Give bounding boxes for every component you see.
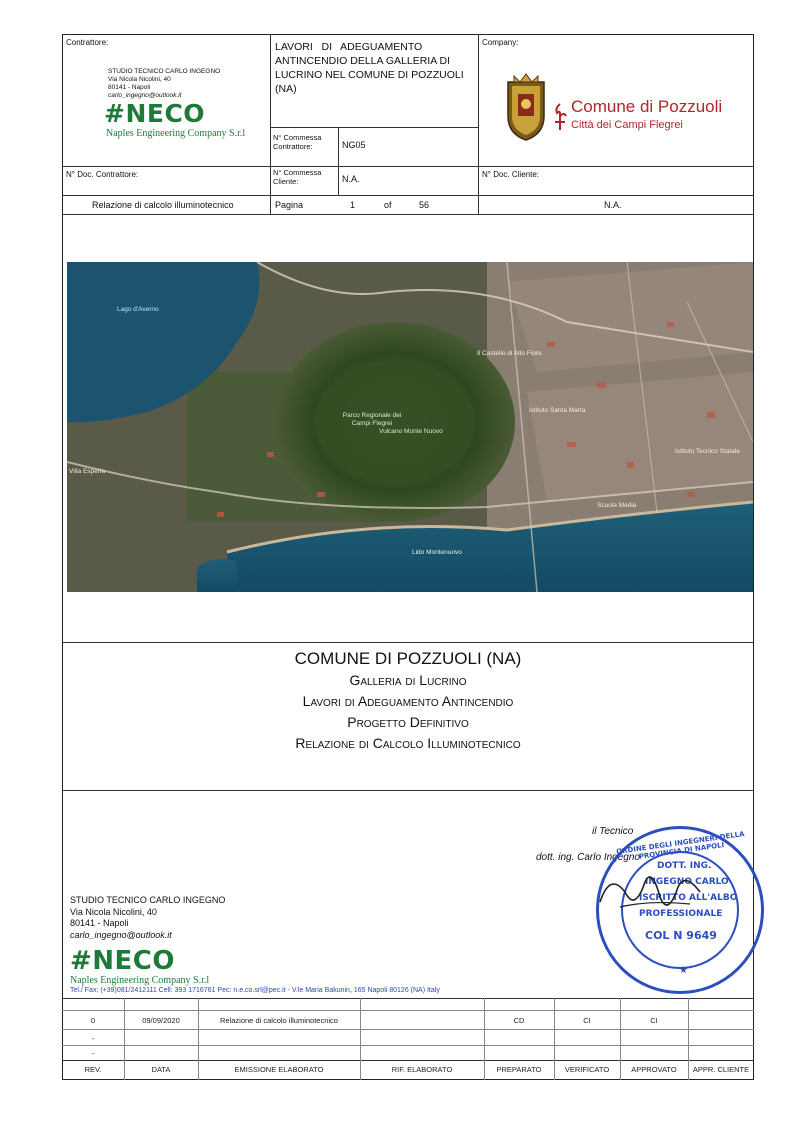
header-divider [62,214,754,215]
signature-name: dott. ing. Carlo Ingegno [536,852,640,863]
title-works: Lavori di Adeguamento Antincendio [302,693,514,709]
revision-table-line [62,1060,754,1061]
rev-verificato: CI [583,1016,591,1025]
project-title [275,40,473,96]
rev-header: REV. [84,1065,102,1074]
header-divider [338,127,339,195]
of-label: of [384,200,392,210]
studio-address [108,68,220,100]
rev-preparato: CD [513,1016,525,1025]
title-municipality: COMUNE DI POZZUOLI (NA) [294,649,522,668]
rev-number: - [91,1034,95,1043]
stamp-text: PROFESSIONALE [639,909,723,919]
map-label: Parco Regionale dei Campi Flegrei [342,412,402,427]
company-label: Company: [482,38,519,47]
comune-subtitle: Città dei Campi Flegrei [571,119,683,131]
rev-number: 0 [90,1016,96,1025]
appr-cliente-header: APPR. CLIENTE [692,1065,750,1074]
title-phase: Progetto Definitivo [347,714,469,730]
emissione-header: EMISSIONE ELABORATO [234,1065,324,1074]
rev-date: 09/09/2020 [142,1016,180,1025]
stamp-text: ISCRITTO ALL'ALBO [639,893,738,903]
pozzuoli-coat-of-arms-icon [500,72,552,142]
doc-contrattore-label: N° Doc. Contrattore: [66,170,139,179]
map-label: Istituto Tecnico Statale [675,448,740,455]
project-title-line: ANTINCENDIO DELLA GALLERIA DI [275,55,451,67]
star-icon: ★ [679,965,688,976]
document-title [63,648,753,754]
map-label: Lago d'Averno [117,306,159,313]
commessa-cliente-value: N.A. [342,174,360,184]
commessa-cliente-label [273,168,321,186]
stamp-text: DOTT. ING. [657,861,712,871]
footer-studio-line: 80141 - Napoli [70,918,129,928]
revision-table-line [62,998,754,999]
header-divider [270,127,478,128]
footer-studio-line: Via Nicola Nicolini, 40 [70,906,157,917]
commessa-contrattore-value: NG05 [342,140,366,150]
approvato-header: APPROVATO [631,1065,677,1074]
rif-header: RIF. ELABORATO [391,1065,453,1074]
label-line: Contrattore: [273,142,313,151]
label-line: N° Commessa [273,168,322,177]
title-tunnel: Galleria di Lucrino [349,672,467,688]
comune-emblem-icon [552,102,568,132]
revision-table-line [62,1029,754,1030]
page-total: 56 [419,200,430,210]
map-label: Villa Esperia [69,468,106,475]
footer-studio-address [70,895,225,941]
satellite-map [67,262,753,592]
doc-contrattore-value: Relazione di calcolo illuminotecnico [92,200,234,210]
page-number: 1 [350,200,356,210]
map-label: Istituto Santa Marta [529,407,586,414]
preparato-header: PREPARATO [496,1065,542,1074]
project-title-line: LUCRINO NEL COMUNE DI POZZUOLI [275,69,464,81]
verificato-header: VERIFICATO [564,1065,610,1074]
section-divider [62,790,754,791]
date-header: DATA [151,1065,171,1074]
signature-role: il Tecnico [592,826,634,837]
doc-cliente-value: N.A. [604,200,622,210]
rev-approvato: CI [650,1016,658,1025]
footer-neco-subtitle: Naples Engineering Company S.r.l [70,975,210,986]
revision-table-line [62,1010,754,1011]
map-label: Il Castello di Alto Fiore [477,350,542,357]
footer-studio-line: STUDIO TECNICO CARLO INGEGNO [70,895,226,905]
map-label: Lido Montenuovo [412,549,462,556]
title-document: Relazione di Calcolo Illuminotecnico [295,735,521,751]
stamp-text: INGEGNO CARLO [645,877,729,887]
pagina-label: Pagina [275,200,304,210]
rev-emissione: Relazione di calcolo illuminotecnico [220,1016,338,1025]
header-divider [62,166,754,167]
stamp-text-outer: ORDINE DEGLI INGEGNERI DELLA PROVINCIA DI NAPOLI [615,830,746,861]
handwritten-signature-icon [590,862,710,922]
neco-subtitle: Naples Engineering Company S.r.l [106,128,246,139]
contractor-label: Contrattore: [66,38,109,47]
neco-logo: #NECO [104,99,206,128]
stamp-text: COL N 9649 [645,929,717,942]
header-divider [62,195,754,196]
map-label: Scuola Media [597,502,637,509]
studio-line: 80141 - Napoli [108,84,151,91]
comune-name: Comune di Pozzuoli [571,97,723,116]
header-divider [270,34,271,214]
footer-neco-logo: #NECO [70,946,175,976]
commessa-contrattore-label [273,133,321,151]
project-title-line: LAVORI DI ADEGUAMENTO [275,41,423,53]
studio-line: STUDIO TECNICO CARLO INGEGNO [108,68,221,75]
label-line: Cliente: [273,177,299,186]
rev-number: - [91,1049,95,1058]
studio-line: Via Nicola Nicolini, 40 [108,76,171,83]
map-image [67,262,753,592]
studio-line: carlo_ingegno@outlook.it [108,92,182,99]
footer-contact: Tel./ Fax: (+39)081/2412111 Cell: 393 1716761 Pec: n.e.co.srl@pec.it - V.le Maria Bakunin, 165 Napoli 80126 (NA) Italy [70,987,440,994]
project-title-line: (NA) [275,83,297,95]
map-label: Vulcano Monte Nuovo [379,428,443,435]
section-divider [62,642,754,643]
revision-table-line [62,1045,754,1046]
header-divider [478,34,479,214]
label-line: N° Commessa [273,133,322,142]
doc-cliente-label: N° Doc. Cliente: [482,170,539,179]
footer-studio-line: carlo_ingegno@outlook.it [70,929,172,940]
